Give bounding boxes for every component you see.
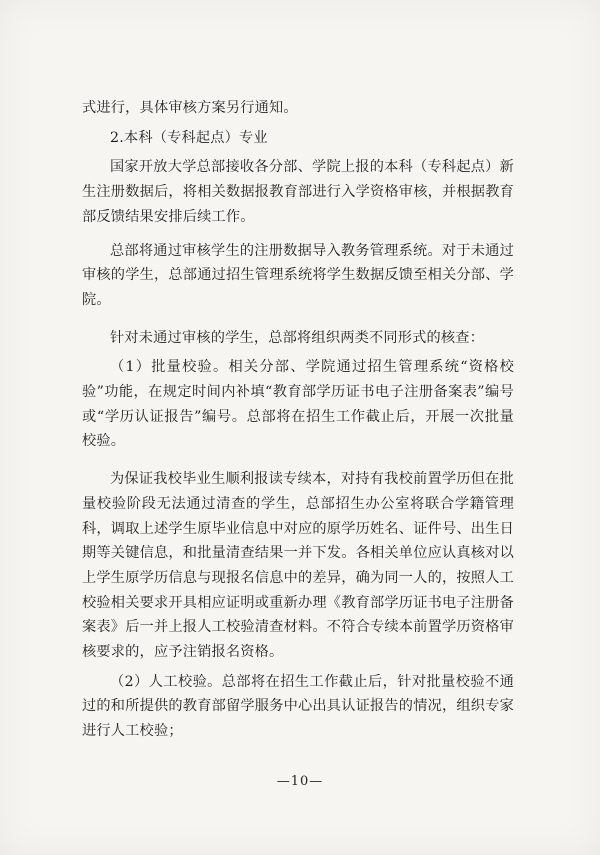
paragraph-batch-check: （1）批量校验。相关分部、学院通过招生管理系统“资格校验”功能，在规定时间内补填“教育部学历证书电子注册备案表”编号或“学历认证报告”编号。总部将在招生工作截止后，开展一次批量校验。 [82,359,514,450]
paragraph-registration-data: 国家开放大学总部接收各分部、学院上报的本科（专科起点）新生注册数据后，将相关数据报教育部进行入学资格审核，并根据教育部反馈结果安排后续工作。 [82,159,514,225]
page-number: —10— [276,774,324,789]
paragraph-passed-students: 总部将通过审核学生的注册数据导入教务管理系统。对于未通过审核的学生，总部通过招生管理系统将学生数据反馈至相关分部、学院。 [82,242,514,308]
paragraph-graduate-guarantee: 为保证我校毕业生顺利报读专续本，对持有我校前置学历但在批量校验阶段无法通过清查的学生，总部招生办公室将联合学籍管理科，调取上述学生原毕业信息中对应的原学历姓名、证件号、出生日期等关键信息，和批量清查结果一并下发。各相关单位应认真核对以上学生原学历信息与现报名信息中的差异，确为同一人的，按照人工校验相关要求开具相应证明或重新办理《教育部学历证书电子注册备案表》后一并上报人工校验清查材料。不符合专续本前置学历资格审核要求的，应予注销报名资格。 [82,471,514,661]
paragraph-two-checks: 针对未通过审核的学生，总部将组织两类不同形式的核查： [110,329,485,346]
paragraph-manual-check: （2）人工校验。总部将在招生工作截止后，针对批量校验不通过的和所提供的教育部留学服务中心出具认证报告的情况，组织专家进行人工校验； [82,673,514,740]
section-heading-undergraduate: 2.本科（专科起点）专业 [110,129,268,146]
body-text [82,96,514,744]
paragraph-continuation: 式进行，具体审核方案另行通知。 [82,100,298,116]
